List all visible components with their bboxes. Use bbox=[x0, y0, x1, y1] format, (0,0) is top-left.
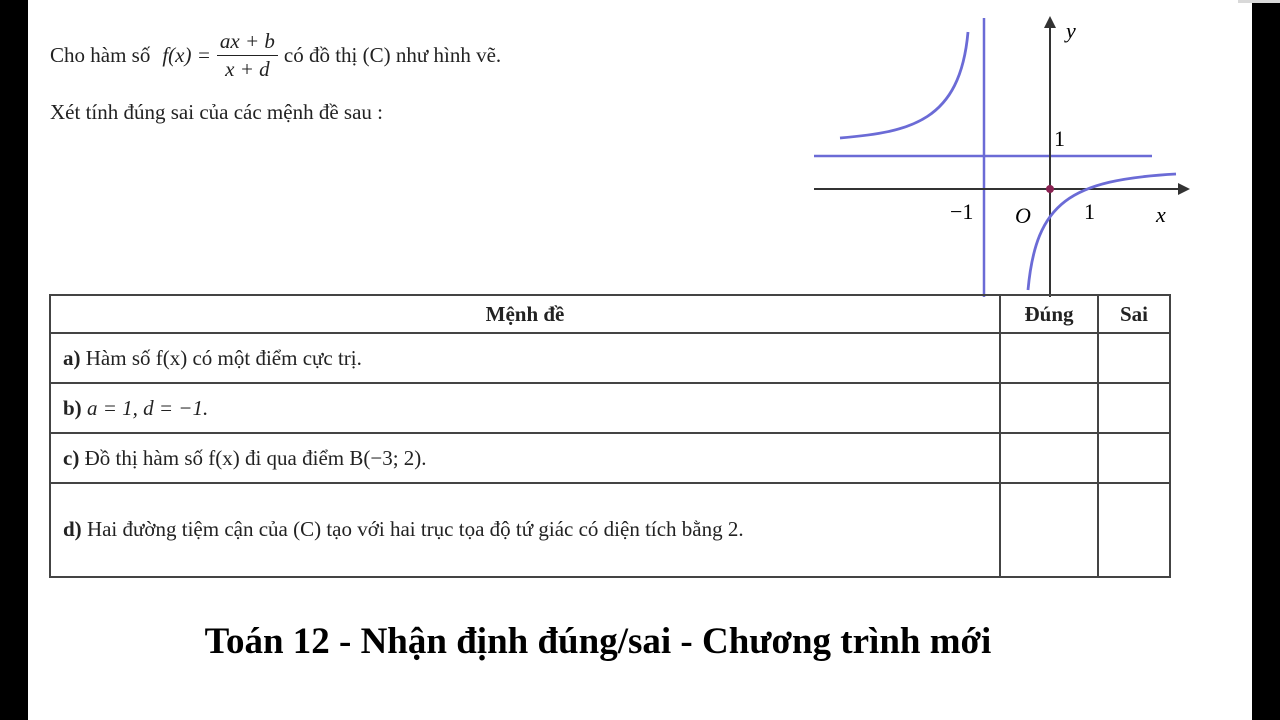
y-axis-label: y bbox=[1066, 18, 1076, 43]
answer-true-cell-a[interactable] bbox=[1000, 333, 1098, 383]
x-axis-label: x bbox=[1156, 202, 1166, 227]
document-page bbox=[28, 0, 1252, 720]
origin-label: O bbox=[1015, 203, 1031, 228]
row-label: d) bbox=[63, 517, 82, 542]
table-header-row bbox=[50, 295, 1170, 333]
header-false: Sai bbox=[1098, 295, 1170, 333]
answer-false-cell-d[interactable] bbox=[1098, 483, 1170, 577]
instruction: Xét tính đúng sai của các mệnh đề sau : bbox=[50, 100, 383, 124]
statements-table bbox=[49, 294, 1171, 578]
fraction-numerator: ax + b bbox=[217, 28, 278, 55]
table-row bbox=[50, 333, 1170, 383]
intro-prefix: Cho hàm số bbox=[50, 42, 151, 67]
answer-true-cell-c[interactable] bbox=[1000, 433, 1098, 483]
tick-x-1: 1 bbox=[1084, 199, 1095, 224]
x-axis-arrow bbox=[1178, 183, 1190, 195]
row-text: Hàm số f(x) có một điểm cực trị. bbox=[85, 345, 362, 370]
tick-y-1: 1 bbox=[1054, 126, 1065, 151]
row-text: a = 1, d = −1. bbox=[86, 395, 209, 420]
answer-false-cell-a[interactable] bbox=[1098, 333, 1170, 383]
footer-title: Toán 12 - Nhận định đúng/sai - Chương trình mới bbox=[204, 621, 992, 662]
problem-statement bbox=[50, 24, 501, 86]
function-lhs: f(x) = bbox=[162, 42, 211, 67]
function-fraction bbox=[217, 28, 278, 82]
answer-false-cell-c[interactable] bbox=[1098, 433, 1170, 483]
answer-false-cell-b[interactable] bbox=[1098, 383, 1170, 433]
statement-d bbox=[50, 483, 1000, 577]
table-row bbox=[50, 433, 1170, 483]
answer-true-cell-b[interactable] bbox=[1000, 383, 1098, 433]
top-edge-bar bbox=[1238, 0, 1280, 3]
statement-c bbox=[50, 433, 1000, 483]
row-label: b) bbox=[63, 395, 82, 420]
header-statement: Mệnh đề bbox=[50, 295, 1000, 333]
row-text: Đồ thị hàm số f(x) đi qua điểm B(−3; 2). bbox=[84, 445, 427, 470]
table-row bbox=[50, 383, 1170, 433]
tick-x-neg1: −1 bbox=[950, 199, 974, 224]
header-true: Đúng bbox=[1000, 295, 1098, 333]
row-text: Hai đường tiệm cận của (C) tạo với hai trục tọa độ tứ giác có diện tích bằng 2. bbox=[86, 517, 744, 542]
statement-a bbox=[50, 333, 1000, 383]
fraction-denominator: x + d bbox=[225, 56, 270, 81]
answer-true-cell-d[interactable] bbox=[1000, 483, 1098, 577]
row-label: a) bbox=[63, 345, 81, 370]
y-axis-arrow bbox=[1044, 16, 1056, 28]
intersection-point bbox=[1046, 185, 1054, 193]
table-row bbox=[50, 483, 1170, 577]
row-label: c) bbox=[63, 445, 80, 470]
intro-suffix: có đồ thị (C) như hình vẽ. bbox=[283, 42, 502, 67]
function-graph bbox=[810, 12, 1190, 297]
statement-b bbox=[50, 383, 1000, 433]
curve-left-branch bbox=[840, 32, 968, 138]
